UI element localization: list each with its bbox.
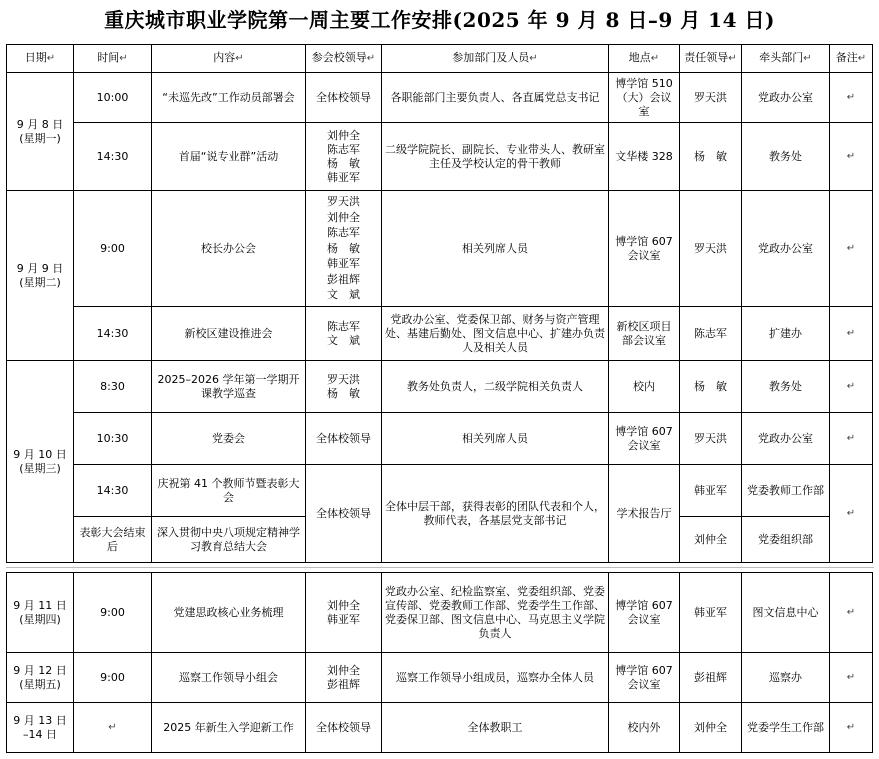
table-row bbox=[7, 465, 873, 517]
date-cell: 9 月 8 日 (星期一) bbox=[7, 73, 74, 191]
time-cell: ↵ bbox=[74, 703, 152, 753]
time-cell: 9:00 bbox=[74, 191, 152, 307]
header-leaders: 参会校领导↵ bbox=[306, 45, 382, 73]
location-cell: 博学馆 607 会议室 bbox=[609, 573, 680, 653]
content-cell: 党建思政核心业务梳理 bbox=[152, 573, 306, 653]
content-cell: 首届“说专业群”活动 bbox=[152, 123, 306, 191]
time-cell: 10:00 bbox=[74, 73, 152, 123]
page-title: 重庆城市职业学院第一周主要工作安排(2025 年 9 月 8 日–9 月 14 日) bbox=[104, 8, 775, 32]
table-row bbox=[7, 123, 873, 191]
responsible-cell: 韩亚军 bbox=[680, 465, 742, 517]
header-participants: 参加部门及人员↵ bbox=[382, 45, 609, 73]
leaders-cell: 全体校领导 bbox=[306, 413, 382, 465]
responsible-cell: 韩亚军 bbox=[680, 573, 742, 653]
content-cell: 新校区建设推进会 bbox=[152, 307, 306, 361]
schedule-table-lower bbox=[6, 572, 873, 753]
lead-dept-cell: 图文信息中心 bbox=[742, 573, 830, 653]
location-cell: 博学馆 607 会议室 bbox=[609, 653, 680, 703]
header-responsible: 责任领导↵ bbox=[680, 45, 742, 73]
time-cell: 14:30 bbox=[74, 307, 152, 361]
date-cell: 9 月 9 日 (星期二) bbox=[7, 191, 74, 361]
content-cell: 校长办公会 bbox=[152, 191, 306, 307]
table-row bbox=[7, 191, 873, 307]
header-time: 时间↵ bbox=[74, 45, 152, 73]
lead-dept-cell: 巡察办 bbox=[742, 653, 830, 703]
header-date: 日期↵ bbox=[7, 45, 74, 73]
time-cell: 9:00 bbox=[74, 573, 152, 653]
header-location: 地点↵ bbox=[609, 45, 680, 73]
remark-cell: ↵ bbox=[830, 307, 873, 361]
responsible-cell: 杨 敏 bbox=[680, 123, 742, 191]
participants-cell: 二级学院院长、副院长、专业带头人、教研室主任及学校认定的骨干教师 bbox=[382, 123, 609, 191]
time-cell: 9:00 bbox=[74, 653, 152, 703]
leaders-cell: 刘仲全 陈志军 杨 敏 韩亚军 bbox=[306, 123, 382, 191]
content-cell: 2025–2026 学年第一学期开课教学巡查 bbox=[152, 361, 306, 413]
table-row bbox=[7, 573, 873, 653]
remark-cell: ↵ bbox=[830, 573, 873, 653]
date-cell: 9 月 13 日 –14 日 bbox=[7, 703, 74, 753]
responsible-cell: 刘仲全 bbox=[680, 517, 742, 563]
date-cell: 9 月 11 日 (星期四) bbox=[7, 573, 74, 653]
location-cell: 博学馆 510（大）会议室 bbox=[609, 73, 680, 123]
leaders-cell: 刘仲全 韩亚军 bbox=[306, 573, 382, 653]
remark-cell: ↵ bbox=[830, 413, 873, 465]
content-cell: 党委会 bbox=[152, 413, 306, 465]
table-row bbox=[7, 361, 873, 413]
participants-cell: 全体教职工 bbox=[382, 703, 609, 753]
lead-dept-cell: 教务处 bbox=[742, 361, 830, 413]
remark-cell: ↵ bbox=[830, 465, 873, 563]
leaders-cell: 全体校领导 bbox=[306, 703, 382, 753]
remark-cell: ↵ bbox=[830, 191, 873, 307]
header-remark: 备注↵ bbox=[830, 45, 873, 73]
participants-cell: 各职能部门主要负责人、各直属党总支书记 bbox=[382, 73, 609, 123]
remark-cell: ↵ bbox=[830, 123, 873, 191]
remark-cell: ↵ bbox=[830, 703, 873, 753]
remark-cell: ↵ bbox=[830, 73, 873, 123]
table-row bbox=[7, 703, 873, 753]
participants-cell: 党政办公室、纪检监察室、党委组织部、党委宣传部、党委教师工作部、党委学生工作部、党委保卫部、图文信息中心、马克思主义学院负责人 bbox=[382, 573, 609, 653]
header-row bbox=[7, 45, 873, 73]
lead-dept-cell: 党政办公室 bbox=[742, 191, 830, 307]
location-cell: 校内 bbox=[609, 361, 680, 413]
header-content: 内容↵ bbox=[152, 45, 306, 73]
responsible-cell: 罗天洪 bbox=[680, 73, 742, 123]
table-row bbox=[7, 653, 873, 703]
location-cell: 文华楼 328 bbox=[609, 123, 680, 191]
leaders-cell: 罗天洪 杨 敏 bbox=[306, 361, 382, 413]
leaders-cell: 陈志军 文 斌 bbox=[306, 307, 382, 361]
time-cell: 8:30 bbox=[74, 361, 152, 413]
participants-cell: 教务处负责人，二级学院相关负责人 bbox=[382, 361, 609, 413]
table-row bbox=[7, 307, 873, 361]
page-break-line bbox=[6, 567, 874, 568]
responsible-cell: 罗天洪 bbox=[680, 413, 742, 465]
content-cell: 庆祝第 41 个教师节暨表彰大会 bbox=[152, 465, 306, 517]
participants-cell: 全体中层干部，获得表彰的团队代表和个人，教师代表，各基层党支部书记 bbox=[382, 465, 609, 563]
lead-dept-cell: 党委教师工作部 bbox=[742, 465, 830, 517]
remark-cell: ↵ bbox=[830, 361, 873, 413]
time-cell: 14:30 bbox=[74, 465, 152, 517]
participants-cell: 相关列席人员 bbox=[382, 413, 609, 465]
header-lead-dept: 牵头部门↵ bbox=[742, 45, 830, 73]
table-row bbox=[7, 73, 873, 123]
schedule-table-upper bbox=[6, 44, 873, 563]
date-cell: 9 月 10 日 (星期三) bbox=[7, 361, 74, 563]
location-cell: 博学馆 607 会议室 bbox=[609, 191, 680, 307]
location-cell: 博学馆 607 会议室 bbox=[609, 413, 680, 465]
remark-cell: ↵ bbox=[830, 653, 873, 703]
responsible-cell: 罗天洪 bbox=[680, 191, 742, 307]
content-cell: “未巡先改”工作动员部署会 bbox=[152, 73, 306, 123]
responsible-cell: 彭祖辉 bbox=[680, 653, 742, 703]
leaders-cell: 全体校领导 bbox=[306, 73, 382, 123]
content-cell: 巡察工作领导小组会 bbox=[152, 653, 306, 703]
participants-cell: 党政办公室、党委保卫部、财务与资产管理处、基建后勤处、图文信息中心、扩建办负责人及相关人员 bbox=[382, 307, 609, 361]
lead-dept-cell: 党政办公室 bbox=[742, 73, 830, 123]
leaders-cell: 全体校领导 bbox=[306, 465, 382, 563]
lead-dept-cell: 党政办公室 bbox=[742, 413, 830, 465]
date-cell: 9 月 12 日 (星期五) bbox=[7, 653, 74, 703]
lead-dept-cell: 教务处 bbox=[742, 123, 830, 191]
content-cell: 深入贯彻中央八项规定精神学习教育总结大会 bbox=[152, 517, 306, 563]
responsible-cell: 刘仲全 bbox=[680, 703, 742, 753]
location-cell: 新校区项目部会议室 bbox=[609, 307, 680, 361]
time-cell: 10:30 bbox=[74, 413, 152, 465]
content-cell: 2025 年新生入学迎新工作 bbox=[152, 703, 306, 753]
time-cell: 14:30 bbox=[74, 123, 152, 191]
lead-dept-cell: 党委学生工作部 bbox=[742, 703, 830, 753]
participants-cell: 相关列席人员 bbox=[382, 191, 609, 307]
responsible-cell: 陈志军 bbox=[680, 307, 742, 361]
time-cell: 表彰大会结束后 bbox=[74, 517, 152, 563]
participants-cell: 巡察工作领导小组成员，巡察办全体人员 bbox=[382, 653, 609, 703]
location-cell: 校内外 bbox=[609, 703, 680, 753]
leaders-cell: 罗天洪 刘仲全 陈志军 杨 敏 韩亚军 彭祖辉 文 斌 bbox=[306, 191, 382, 307]
leaders-cell: 刘仲全 彭祖辉 bbox=[306, 653, 382, 703]
responsible-cell: 杨 敏 bbox=[680, 361, 742, 413]
location-cell: 学术报告厅 bbox=[609, 465, 680, 563]
lead-dept-cell: 党委组织部 bbox=[742, 517, 830, 563]
lead-dept-cell: 扩建办 bbox=[742, 307, 830, 361]
table-row bbox=[7, 413, 873, 465]
